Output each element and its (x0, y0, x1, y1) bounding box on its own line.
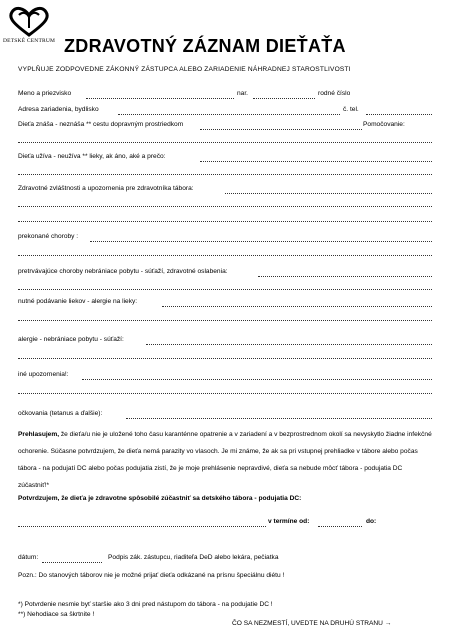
adresa-label: Adresa zariadenia, bydlisko (18, 106, 99, 113)
line[interactable] (18, 289, 432, 290)
doprava-label: Dieťa znáša - neznáša ** cestu dopravným prostriedkom (18, 121, 184, 128)
page-title: ZDRAVOTNÝ ZÁZNAM DIEŤAŤA (64, 36, 346, 56)
lieky-label: Dieťa užíva - neužíva ** lieky, ak áno, aké a prečo: (18, 153, 166, 160)
line[interactable] (18, 393, 432, 394)
page-subtitle: VYPLŇUJE ZODPOVEDNE ZÁKONNÝ ZÁSTUPCA ALEBO ZARIADENIE NÁHRADNEJ STAROSTLIVOSTI (18, 66, 351, 73)
datum-label: dátum: (18, 554, 39, 561)
termin-label: v termíne od: (268, 518, 310, 525)
line[interactable] (18, 142, 432, 143)
declaration-lead: Prehlasujem, (18, 431, 60, 438)
logo-text: DETSKÉ CENTRUM (3, 38, 56, 44)
arrow-right-icon: → (384, 620, 392, 627)
line[interactable] (18, 174, 432, 175)
meno-label: Meno a priezvisko (18, 90, 72, 97)
line[interactable] (18, 255, 432, 256)
line[interactable] (18, 320, 432, 321)
declaration-paragraph (18, 426, 433, 494)
footer-note (232, 620, 391, 627)
star2-note: **) Nehodiace sa škrtnite ! (18, 611, 95, 618)
heart-logo-icon (6, 6, 52, 38)
nar-label: nar. (237, 90, 248, 97)
pomocovanie-label: Pomočovanie: (363, 121, 405, 128)
zvlastnosti-label: Zdravotné zvláštnosti a upozornenia pre zdravotníka tábora: (18, 185, 194, 192)
declaration-text: že dieťa/u nie je uložené toho času karanténne opatrenie a v zariadení a v bezprostrednom okolí sa nevyskytlo žiadne infekčné ochorenie. Súčasne potvrdzujem, že dieťa nemá parazity vo vlasoch. Je mi známe, že ak sa pri vstupnej prehliadke v tábore alebo počas tábora - na podujatí DC alebo počas podujatia zistí, že je moje prehlásenie nepravdivé, dieťa sa nebude môcť tábora - podujatia DC zúčastniť!* (18, 431, 432, 489)
confirm-text: Potvrdzujem, že dieťa je zdravotne spôsobilé zúčastniť sa detského tábora - podujatia DC: (18, 495, 302, 502)
rodne-cislo-label: rodné číslo (318, 90, 351, 97)
pretrvavajuce-label: pretrvávajúce choroby nebrániace pobytu - súťaží, zdravotné oslabenia: (18, 268, 228, 275)
star1-note: *) Potvrdenie nesmie byť staršie ako 3 dni pred nástupom do tábora - na podujatie DC ! (18, 601, 273, 608)
ockovania-label: očkovania (tetanus a ďalšie): (18, 410, 103, 417)
podpis-label: Podpis zák. zástupcu, riaditeľa DeD alebo lekára, pečiatka (108, 554, 279, 561)
pozn-note: Pozn.: Do stanových táborov nie je možné prijať dieťa odkázané na prísnu špeciálnu diétu ! (18, 572, 285, 579)
line[interactable] (18, 221, 432, 222)
line[interactable] (18, 358, 432, 359)
tel-label: č. tel. (343, 106, 359, 113)
do-label: do: (366, 518, 377, 525)
logo (3, 6, 56, 44)
prekonane-label: prekonané choroby : (18, 233, 79, 240)
line[interactable] (18, 206, 432, 207)
alergie-label: alergie - nebrániace pobytu - súťaží: (18, 336, 124, 343)
footer-text: ČO SA NEZMESTÍ, UVEDTE NA DRUHÚ STRANU (232, 620, 383, 627)
nutne-label: nutné podávanie liekov - alergie na lieky: (18, 298, 138, 305)
ine-label: iné upozornenia!: (18, 371, 69, 378)
